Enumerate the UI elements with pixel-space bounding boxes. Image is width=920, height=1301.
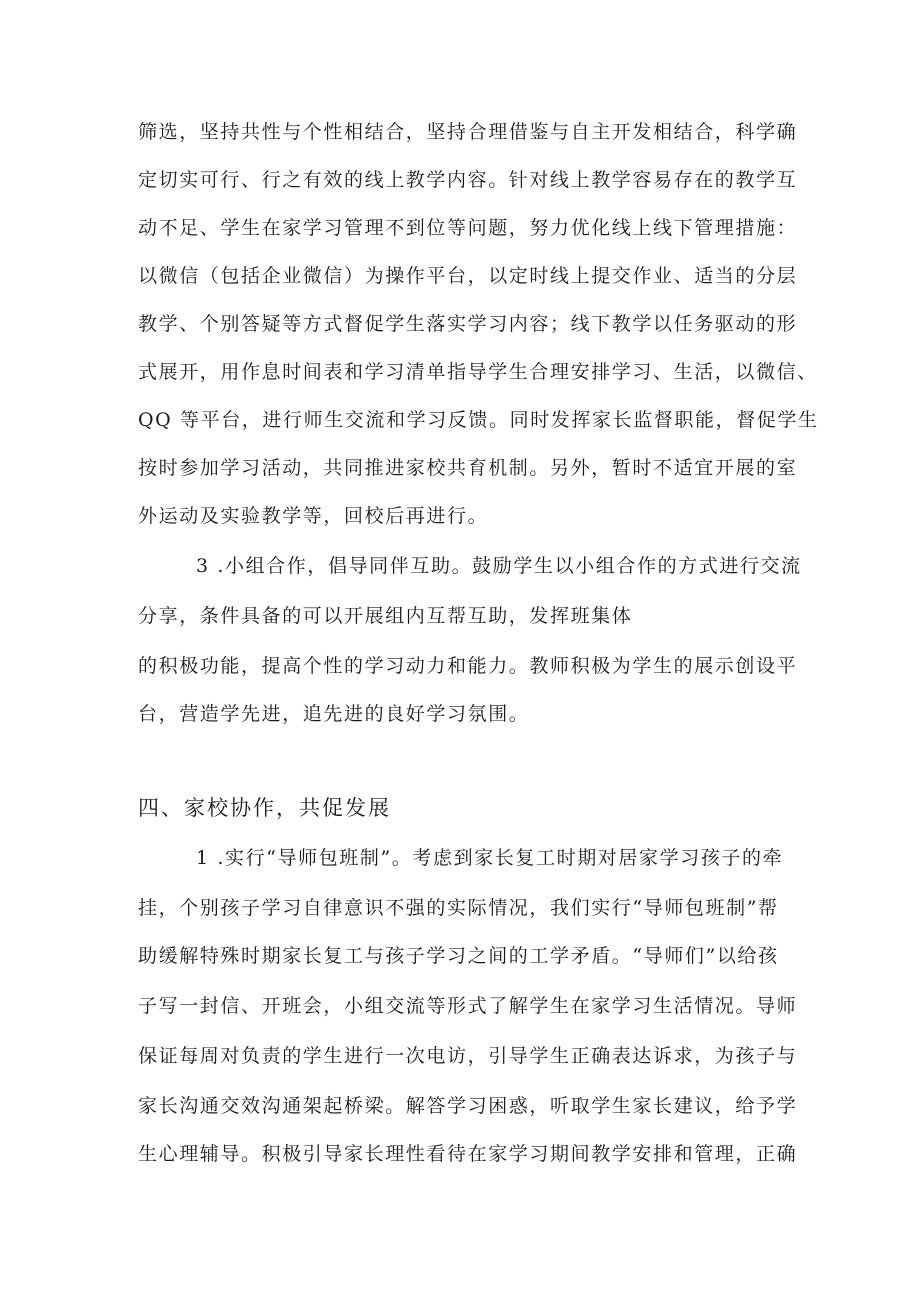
paragraph-line: 家长沟通交效沟通架起桥梁。解答学习困惑，听取学生家长建议，给予学 bbox=[138, 1095, 798, 1117]
paragraph-line: 1 .实行“导师包班制”。考虑到家长复工时期对居家学习孩子的牵 bbox=[196, 847, 784, 869]
paragraph-line: 式展开，用作息时间表和学习清单指导学生合理安排学习、生活，以微信、 bbox=[138, 361, 818, 383]
paragraph-line: 分享，条件具备的可以开展组内互帮互助，发挥班集体 bbox=[138, 605, 633, 627]
paragraph-line: 保证每周对负责的学生进行一次电访，引导学生正确表达诉求，为孩子与 bbox=[138, 1045, 798, 1067]
paragraph-line: 教学、个别答疑等方式督促学生落实学习内容；线下教学以任务驱动的形 bbox=[138, 313, 798, 335]
paragraph-line: 生心理辅导。积极引导家长理性看待在家学习期间教学安排和管理，正确 bbox=[138, 1143, 798, 1165]
paragraph-line: 按时参加学习活动，共同推进家校共育机制。另外，暂时不适宜开展的室 bbox=[138, 457, 798, 479]
paragraph-line: 的积极功能，提高个性的学习动力和能力。教师积极为学生的展示创设平 bbox=[138, 655, 798, 677]
paragraph-line: 筛选，坚持共性与个性相结合，坚持合理借鉴与自主开发相结合，科学确 bbox=[138, 121, 798, 143]
section-heading: 四、家校协作，共促发展 bbox=[138, 796, 391, 820]
paragraph-line: 助缓解特殊时期家长复工与孩子学习之间的工学矛盾。“导师们”以给孩 bbox=[138, 945, 779, 967]
paragraph-line: 以微信（包括企业微信）为操作平台，以定时线上提交作业、适当的分层 bbox=[138, 265, 798, 287]
paragraph-line: 动不足、学生在家学习管理不到位等问题，努力优化线上线下管理措施： bbox=[138, 217, 798, 239]
paragraph-line: 挂，个别孩子学习自律意识不强的实际情况，我们实行“导师包班制”帮 bbox=[138, 897, 779, 919]
paragraph-line: 子写一封信、开班会，小组交流等形式了解学生在家学习生活情况。导师 bbox=[138, 995, 798, 1017]
paragraph-line: 定切实可行、行之有效的线上教学内容。针对线上教学容易存在的教学互 bbox=[138, 169, 798, 191]
paragraph-line: QQ 等平台，进行师生交流和学习反馈。同时发挥家长监督职能，督促学生 bbox=[138, 409, 819, 431]
paragraph-line: 台，营造学先进，追先进的良好学习氛围。 bbox=[138, 703, 530, 725]
paragraph-line: 3 .小组合作，倡导同伴互助。鼓励学生以小组合作的方式进行交流 bbox=[196, 555, 802, 577]
paragraph-line: 外运动及实验教学等，回校后再进行。 bbox=[138, 505, 489, 527]
